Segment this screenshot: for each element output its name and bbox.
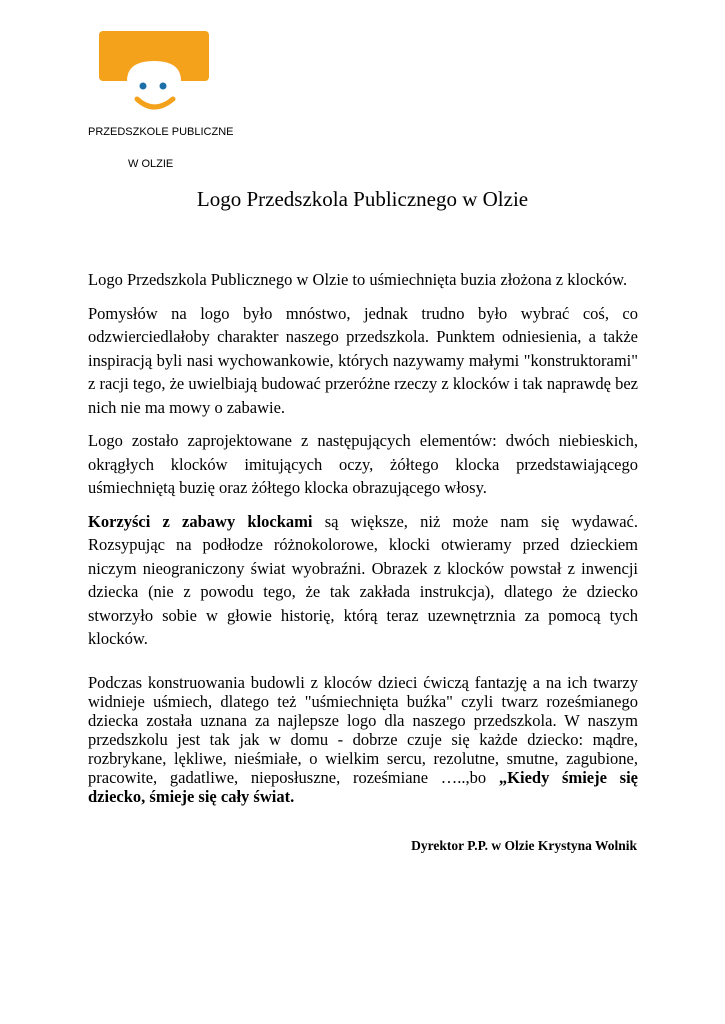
logo-right-eye [160, 83, 167, 90]
page-title: Logo Przedszkola Publicznego w Olzie [196, 187, 529, 211]
document-body [88, 268, 638, 816]
logo-left-eye [140, 83, 147, 90]
closing-text: Podczas konstruowania budowli z kloców dzieci ćwiczą fantazję a na ich twarzy widnieje uśmiech, dlatego też "uśmiechnięta buźka" czyli twarz roześmianego dziecka została uznana za najlepsze logo dla naszego przedszkola. W naszym przedszkolu jest tak jak w domu - dobrze czuje się każde dziecko: mądre, rozbrykane, lękliwe, nieśmiałe, o wielkim sercu, rezolutne, smutne, zagubione, pracowite, gadatliwe, nieposłuszne, roześmiane …..,bo [88, 672, 638, 787]
paragraph-closing [88, 673, 638, 806]
paragraph-benefits [88, 510, 638, 651]
paragraph-elements: Logo zostało zaprojektowane z następujących elementów: dwóch niebieskich, okrągłych klocków imitujących oczy, żółtego klocka przedstawiającego uśmiechniętą buzię oraz żółtego klocka obrazującego włosy. [88, 431, 638, 497]
header-school-location: W OLZIE [128, 158, 174, 170]
signature: Dyrektor P.P. w Olzie Krystyna Wolnik [411, 838, 637, 853]
benefits-text: są większe, niż może nam się wydawać. Rozsypując na podłodze różnokolorowe, klocki otwieramy przed dzieckiem niczym nieograniczony świat wyobraźni. Obrazek z klocków powstał z inwencji dziecka (nie z powodu tego, że tak zakłada instrukcja), dlatego że dziecko stworzyło sobie w głowie historię, którą teraz uzewnętrznia za pomocą tych klocków. [88, 511, 638, 648]
header-school-name: PRZEDSZKOLE PUBLICZNE [88, 126, 234, 138]
logo-smile [137, 99, 173, 107]
paragraph-ideas: Pomysłów na logo było mnóstwo, jednak trudno było wybrać coś, co odzwierciedlałoby charakter naszego przedszkola. Punktem odniesienia, a także inspiracją byli nasi wychowankowie, których nazywamy małymi "konstruktorami" z racji tego, że uwielbiają budować przeróżne rzeczy z klocków i tak naprawdę bez nich nie ma mowy o zabawie. [88, 303, 638, 417]
paragraph-intro: Logo Przedszkola Publicznego w Olzie to uśmiechnięta buzia złożona z klocków. [88, 270, 628, 289]
preschool-logo [99, 31, 209, 121]
benefits-heading: Korzyści z zabawy klockami [88, 511, 313, 531]
closing-quote: „Kiedy śmieje się dziecko, śmieje się cały świat. [88, 767, 638, 806]
